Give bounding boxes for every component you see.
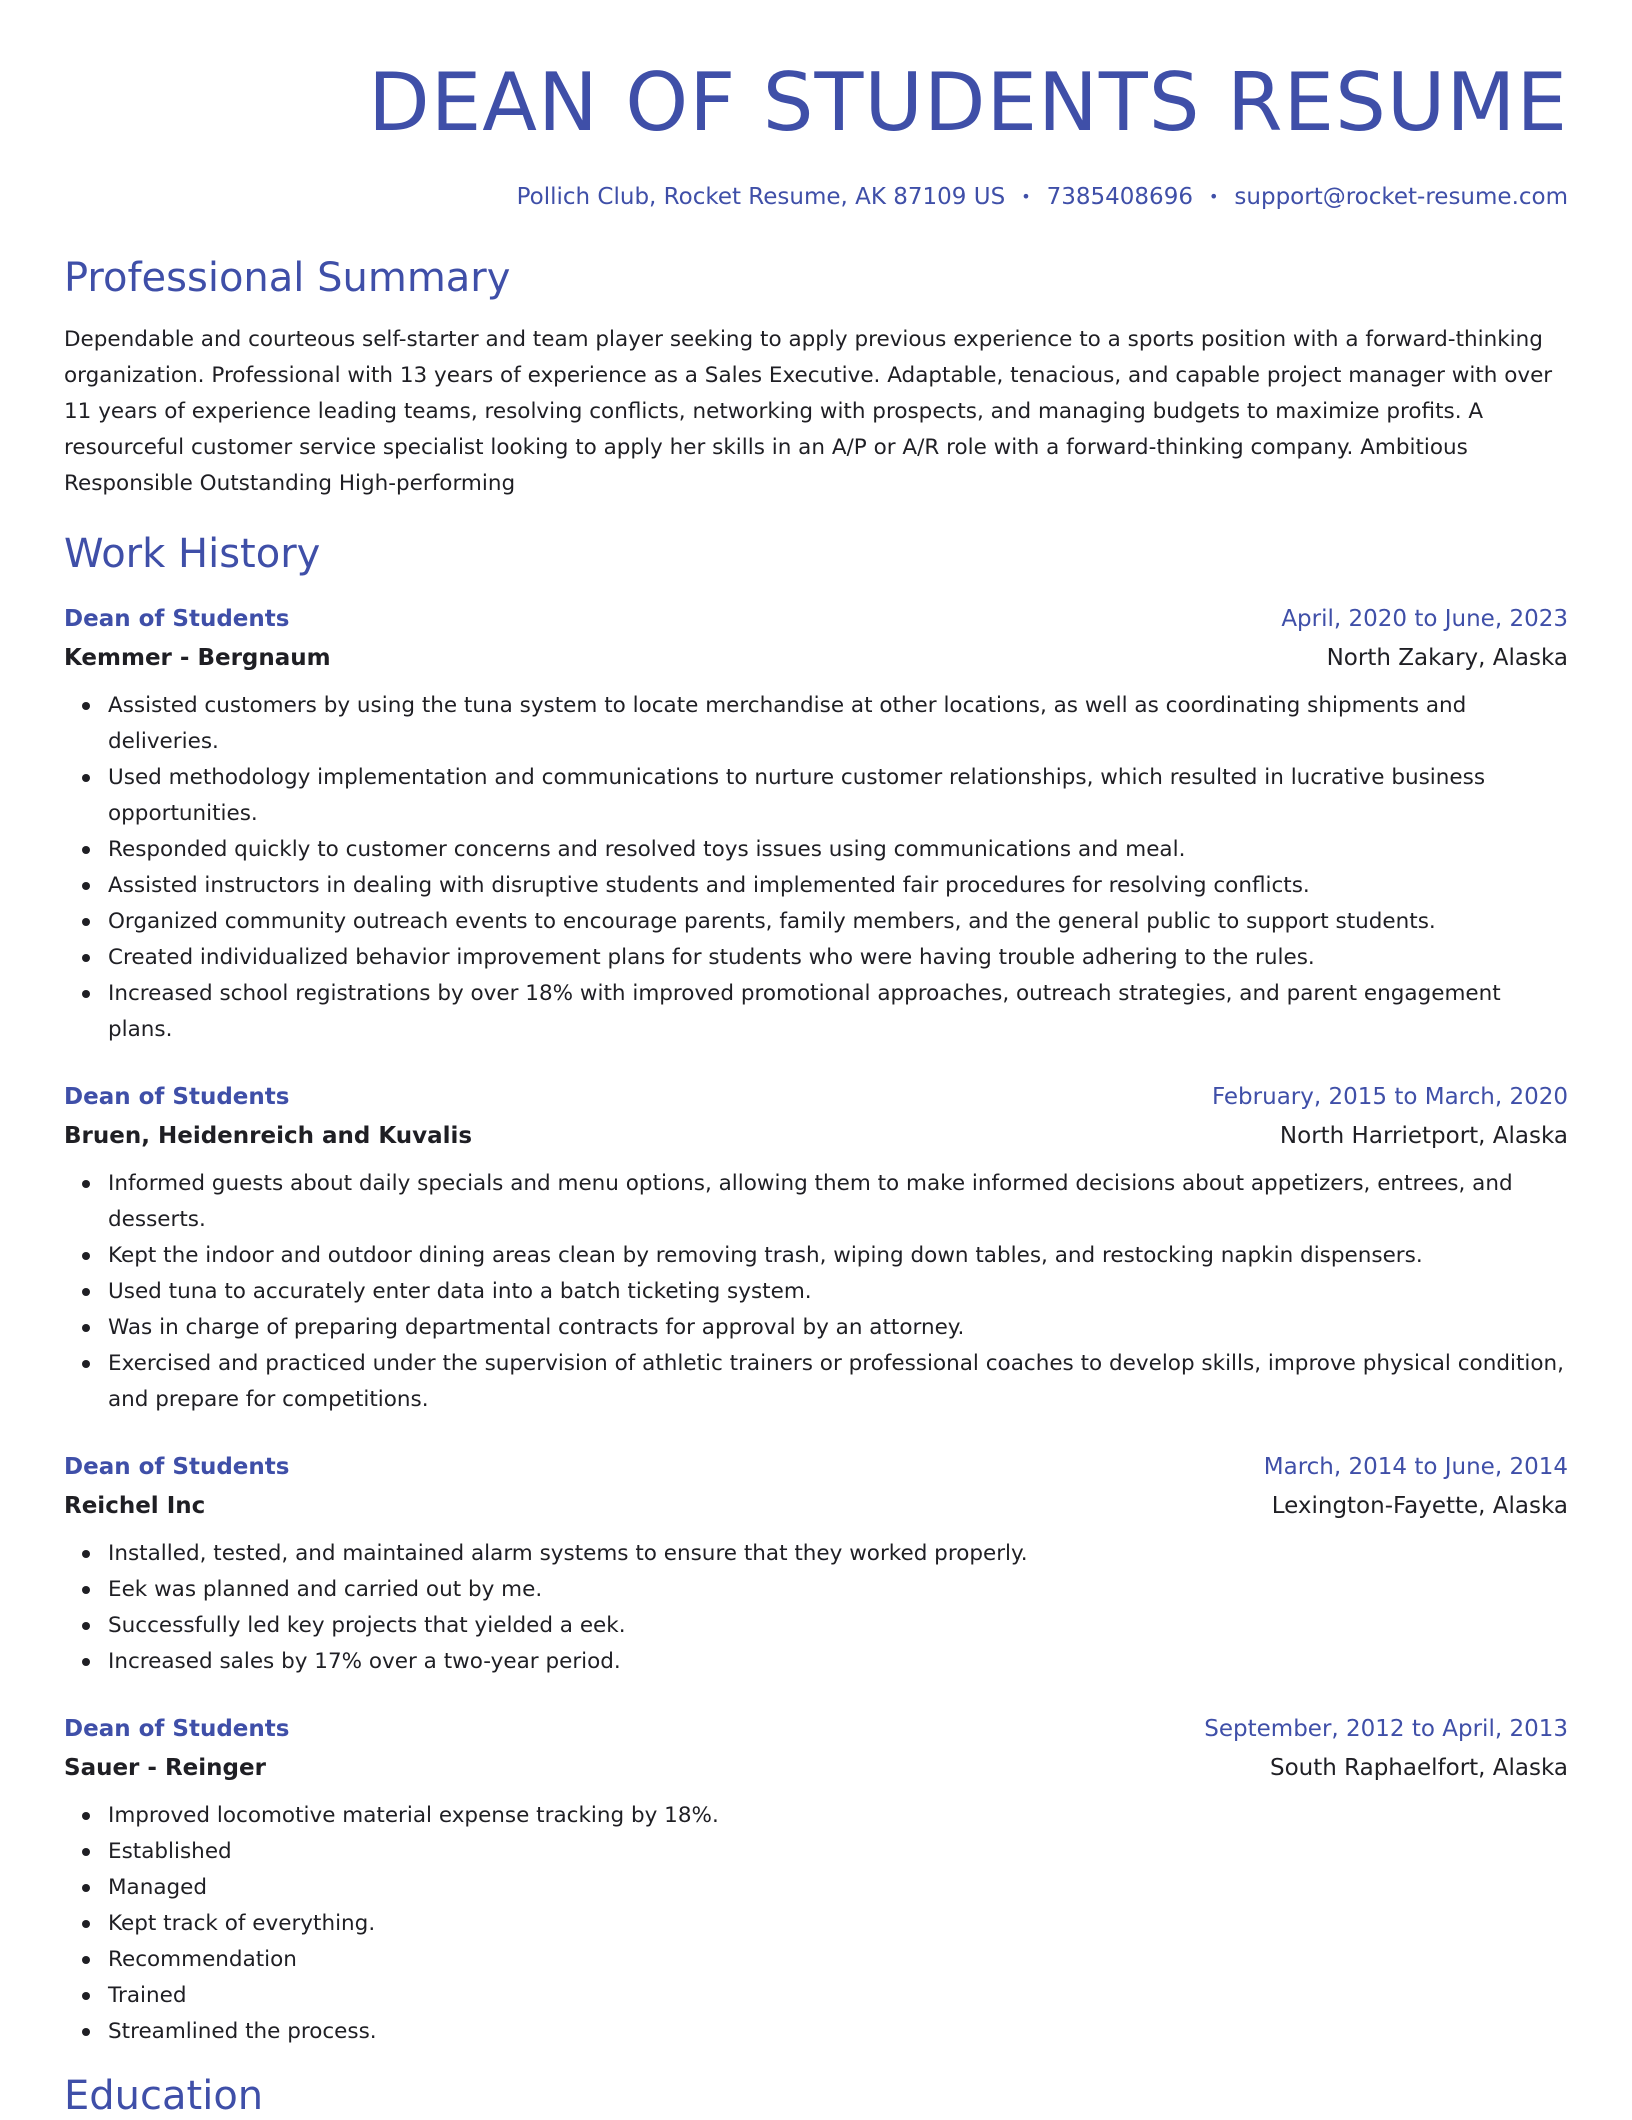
job-bullet: Exercised and practiced under the supervision of athletic trainers or professional coaches to develop skills, improve physical condition, and prepare for competitions. [108,1346,1568,1418]
job-location: North Zakary, Alaska [1326,645,1568,671]
job-bullet: Used tuna to accurately enter data into a batch ticketing system. [108,1274,1568,1310]
job-company-row [64,1748,1568,1788]
job-bullet: Streamlined the process. [108,2014,1568,2050]
contact-address: Pollich Club, Rocket Resume, AK 87109 US [516,184,1006,210]
contact-separator: • [1021,187,1031,206]
job-bullet: Responded quickly to customer concerns and resolved toys issues using communications and meal. [108,832,1568,868]
summary-text: Dependable and courteous self-starter and team player seeking to apply previous experience to a sports position with a forward-thinking organization. Professional with 13 years of experience as a Sales Executive. Adaptable, tenacious, and capable project manager with over 11 years of experience leading teams, resolving conflicts, networking with prospects, and managing budgets to maximize profits. A resourceful customer service specialist looking to apply her skills in an A/P or A/R role with a forward-thinking company. Ambitious Responsible Outstanding High-performing [64,327,1553,496]
job-bullet: Kept the indoor and outdoor dining areas clean by removing trash, wiping down tables, and restocking napkin dispensers. [108,1238,1568,1274]
job-dates: February, 2015 to March, 2020 [1211,1084,1568,1110]
summary-heading: Professional Summary [64,255,511,301]
job-company: Bruen, Heidenreich and Kuvalis [64,1123,473,1149]
work-history-heading: Work History [64,531,321,577]
resume-name: DEAN OF STUDENTS RESUME [368,56,1568,149]
job-title: Dean of Students [64,1454,290,1480]
job-entry [64,1078,1568,1418]
job-bullet: Increased school registrations by over 18% with improved promotional approaches, outreach strategies, and parent engagement plans. [108,976,1568,1048]
job-bullet: Recommendation [108,1942,1568,1978]
job-company-row [64,1486,1568,1526]
job-bullet: Used methodology implementation and communications to nurture customer relationships, which resulted in lucrative business opportunities. [108,760,1568,832]
job-bullet: Eek was planned and carried out by me. [108,1572,1568,1608]
job-bullet: Created individualized behavior improvement plans for students who were having trouble adhering to the rules. [108,940,1568,976]
job-bullet: Established [108,1834,1568,1870]
job-bullet: Trained [108,1978,1568,2014]
work-history-list [64,600,1568,2050]
job-company-row [64,1116,1568,1156]
job-company: Kemmer - Bergnaum [64,645,331,671]
job-dates: April, 2020 to June, 2023 [1281,606,1568,632]
job-entry [64,1710,1568,2050]
job-company: Reichel Inc [64,1493,206,1519]
job-header-row [64,1448,1568,1486]
job-bullet: Increased sales by 17% over a two-year period. [108,1644,1568,1680]
job-bullet: Improved locomotive material expense tracking by 18%. [108,1798,1568,1834]
job-bullet-list [64,1166,1568,1418]
job-dates: September, 2012 to April, 2013 [1204,1716,1568,1742]
contact-email: support@rocket-resume.com [1234,184,1568,210]
job-header-row [64,1710,1568,1748]
job-location: North Harrietport, Alaska [1279,1123,1568,1149]
education-heading: Education [64,2073,264,2119]
job-bullet: Installed, tested, and maintained alarm systems to ensure that they worked properly. [108,1536,1568,1572]
job-bullet: Informed guests about daily specials and menu options, allowing them to make informed decisions about appetizers, entrees, and desserts. [108,1166,1568,1238]
job-company-row [64,638,1568,678]
job-title: Dean of Students [64,1716,290,1742]
contact-phone: 7385408696 [1046,184,1193,210]
job-bullet: Assisted customers by using the tuna system to locate merchandise at other locations, as well as coordinating shipments and deliveries. [108,688,1568,760]
job-location: Lexington-Fayette, Alaska [1271,1493,1568,1519]
job-bullet: Assisted instructors in dealing with disruptive students and implemented fair procedures for resolving conflicts. [108,868,1568,904]
contact-separator: • [1208,187,1219,206]
job-bullet-list [64,1536,1568,1680]
job-bullet: Successfully led key projects that yielded a eek. [108,1608,1568,1644]
job-dates: March, 2014 to June, 2014 [1263,1454,1568,1480]
job-bullet-list [64,688,1568,1048]
job-bullet: Organized community outreach events to encourage parents, family members, and the general public to support students. [108,904,1568,940]
contact-line [64,182,1568,212]
job-bullet-list [64,1798,1568,2050]
job-entry [64,600,1568,1048]
job-header-row [64,1078,1568,1116]
resume-header [64,0,1568,212]
job-title: Dean of Students [64,606,290,632]
job-bullet: Managed [108,1870,1568,1906]
job-location: South Raphaelfort, Alaska [1269,1755,1568,1781]
job-title: Dean of Students [64,1084,290,1110]
job-header-row [64,600,1568,638]
job-company: Sauer - Reinger [64,1755,266,1781]
job-bullet: Was in charge of preparing departmental contracts for approval by an attorney. [108,1310,1568,1346]
job-bullet: Kept track of everything. [108,1906,1568,1942]
job-entry [64,1448,1568,1680]
